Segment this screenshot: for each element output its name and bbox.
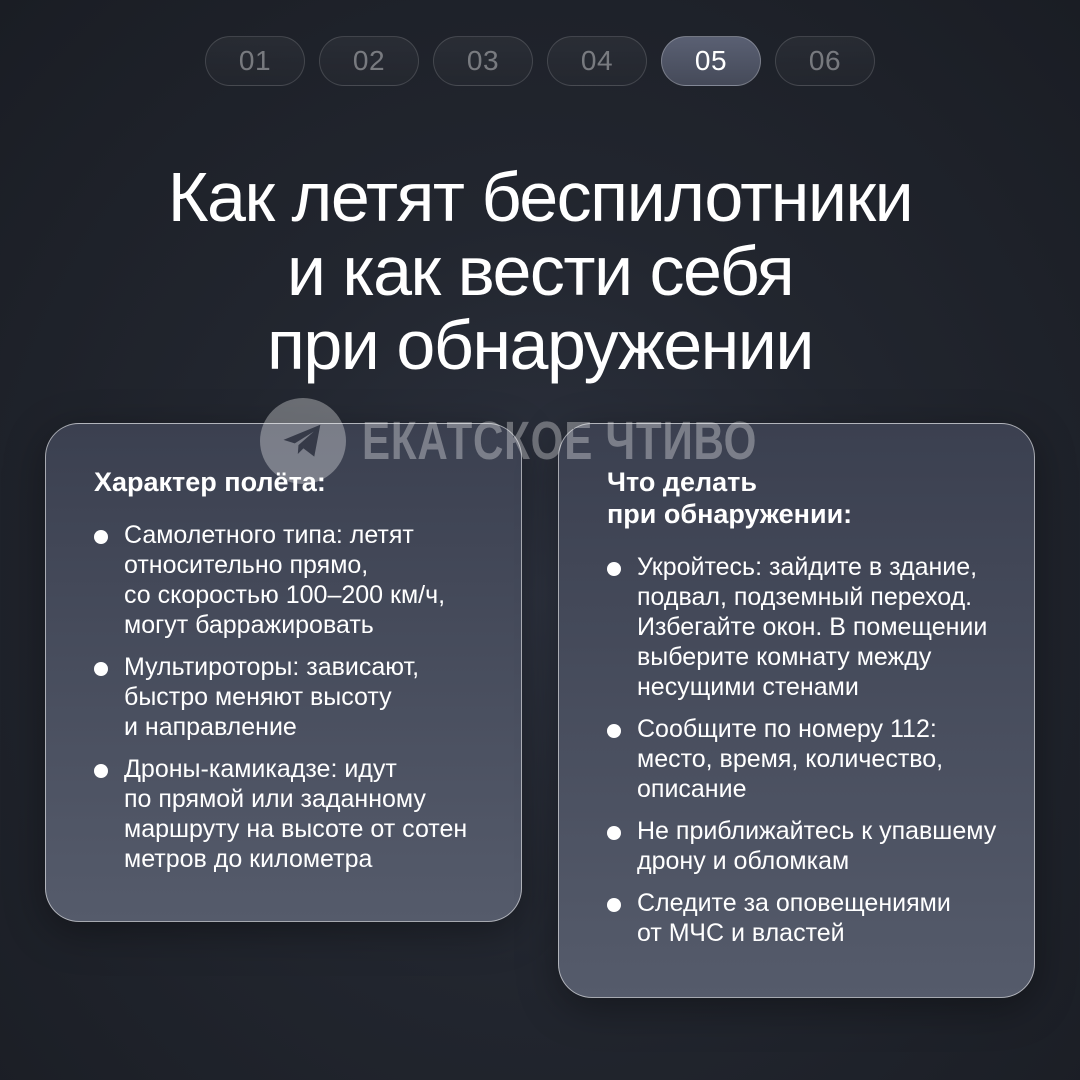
bullet-icon <box>607 724 621 738</box>
what-to-do-card <box>558 423 1035 998</box>
list-item-line: маршруту на высоте от сотен <box>124 815 468 843</box>
list-item-line: дрону и обломкам <box>637 847 850 875</box>
page-pill-05-current[interactable]: 05 <box>661 36 761 86</box>
title-line: и как вести себя <box>286 232 794 310</box>
page-title <box>0 160 1080 382</box>
page-pill-04[interactable]: 04 <box>547 36 647 86</box>
bullet-icon <box>94 530 108 544</box>
list-item <box>94 754 491 874</box>
list-item-line: быстро меняют высоту <box>124 683 392 711</box>
list-item-line: Избегайте окон. В помещении <box>637 613 988 641</box>
bullet-icon <box>607 826 621 840</box>
flight-character-list <box>94 520 491 874</box>
card-heading-line: при обнаружении: <box>607 499 853 529</box>
bullet-icon <box>607 898 621 912</box>
page-pill-02[interactable]: 02 <box>319 36 419 86</box>
bullet-icon <box>94 662 108 676</box>
page-pill-03[interactable]: 03 <box>433 36 533 86</box>
page-indicator <box>0 36 1080 86</box>
list-item-line: Не приближайтесь к упавшему <box>637 817 997 845</box>
list-item-line: и направление <box>124 713 297 741</box>
list-item-line: от МЧС и властей <box>637 919 845 947</box>
list-item-line: выберите комнату между <box>637 643 932 671</box>
list-item <box>94 520 491 640</box>
page-pill-06[interactable]: 06 <box>775 36 875 86</box>
list-item-line: Мультироторы: зависают, <box>124 653 420 681</box>
list-item-line: могут барражировать <box>124 611 374 639</box>
card-heading <box>94 466 491 498</box>
watermark-text: ЕКАТСКОЕ ЧТИВО <box>362 411 758 471</box>
list-item-line: Следите за оповещениями <box>637 889 951 917</box>
list-item-line: несущими стенами <box>637 673 859 701</box>
list-item <box>607 816 1004 876</box>
list-item <box>607 552 1004 702</box>
what-to-do-list <box>607 552 1004 948</box>
list-item-line: метров до километра <box>124 845 373 873</box>
list-item-line: со скоростью 100–200 км/ч, <box>124 581 446 609</box>
list-item-line: место, время, количество, <box>637 745 944 773</box>
bullet-icon <box>607 562 621 576</box>
card-heading-line: Характер полёта: <box>94 467 326 497</box>
list-item-line: Укройтесь: зайдите в здание, <box>637 553 978 581</box>
list-item-line: подвал, подземный переход. <box>637 583 973 611</box>
list-item-line: описание <box>637 775 747 803</box>
card-heading <box>607 466 1004 530</box>
list-item <box>607 888 1004 948</box>
list-item <box>607 714 1004 804</box>
list-item-line: относительно прямо, <box>124 551 369 579</box>
bullet-icon <box>94 764 108 778</box>
title-line: Как летят беспилотники <box>167 158 913 236</box>
list-item-line: Самолетного типа: летят <box>124 521 414 549</box>
flight-character-card <box>45 423 522 922</box>
page-pill-01[interactable]: 01 <box>205 36 305 86</box>
title-line: при обнаружении <box>266 306 814 384</box>
list-item-line: Сообщите по номеру 112: <box>637 715 937 743</box>
list-item-line: по прямой или заданному <box>124 785 426 813</box>
card-heading-line: Что делать <box>607 467 757 497</box>
list-item-line: Дроны-камикадзе: идут <box>124 755 397 783</box>
list-item <box>94 652 491 742</box>
